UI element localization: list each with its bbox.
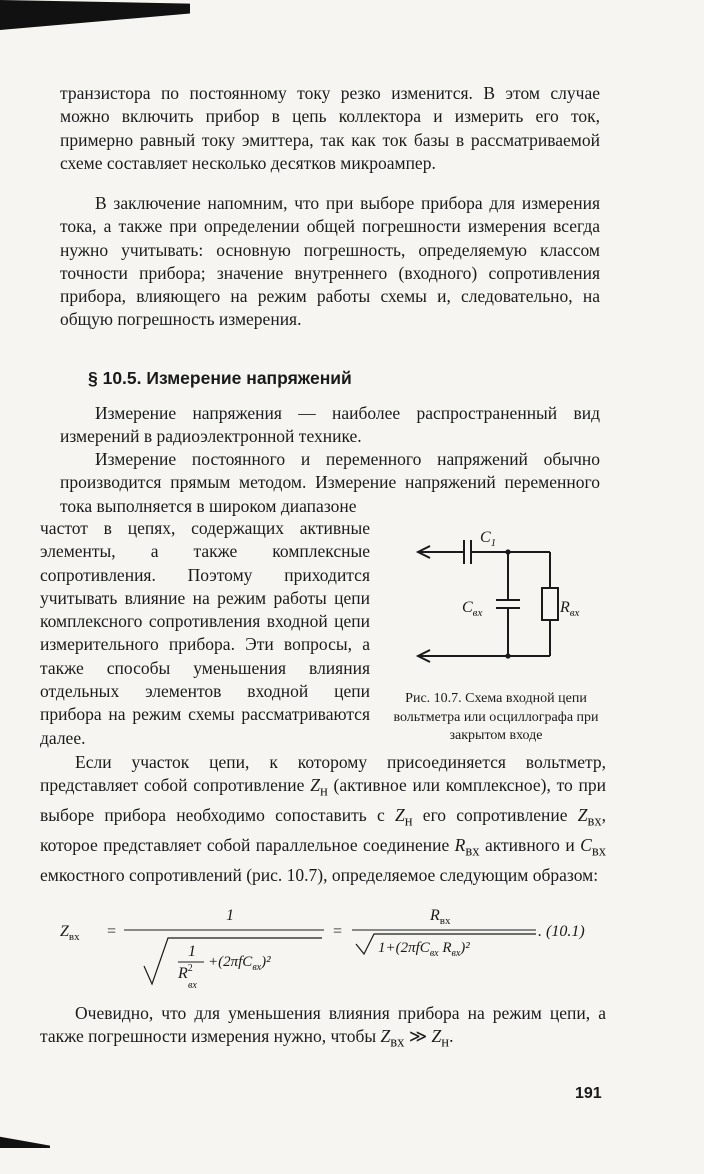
paragraph-conclusion-final (40, 1002, 606, 1055)
page-number: 191 (575, 1085, 602, 1102)
svg-text:=: = (106, 923, 117, 940)
svg-text:. (10.1): . (10.1) (538, 923, 585, 940)
svg-text:Rвх: $R_{вх}$ (430, 907, 451, 927)
junction-top (505, 549, 510, 554)
resistor-rvx (542, 588, 558, 620)
paragraph-text: частот в цепях, содержащих активные элементы, а также комплексные сопротивления. Поэтому приходится учитывать влияние на режим работы цепи комплексного сопротивления входной цепи измерительного прибора. Эти вопросы, а также способы уменьшения влияния отдельных элементов входной цепи прибора на режим схемы рассматриваются далее. (40, 518, 370, 748)
svg-text:1+(2πfCвх Rвх)²: 1+(2πfC$_{вх}$ $R_{вх})^2$ (378, 940, 470, 959)
paragraph-intro (60, 402, 600, 449)
paragraph-text: Очевидно, что для уменьшения влияния прибора на режим цепи, а также погрешности измерения нужно, чтобы $Z_{вх}$ ≫ $Z_н$. (40, 1003, 606, 1051)
junction-bottom (505, 653, 510, 658)
paragraph-methods (60, 448, 600, 518)
svg-text:=: = (332, 923, 343, 940)
svg-text:R2: $R^2$ (178, 963, 193, 982)
paragraph-wrap-figure (40, 517, 370, 750)
svg-text:1: 1 (188, 943, 196, 960)
paragraph-voltmeter (40, 751, 606, 887)
svg-text:Zвх: $Z_{вх}$ (60, 923, 80, 943)
formula-10-1 (60, 906, 620, 990)
svg-text:+(2πfCвх)²: +(2πfC$_{вх}$)² (208, 954, 271, 973)
paragraph-text: В заключение напомним, что при выборе прибора для измерения тока, а также при определении общей погрешности измерения всегда нужно учитывать: основную погрешность, определяемую классом точности прибора; значение внутреннего (входного) сопротивления прибора, влияющего на режим работы схемы и, следовательно, на общую погрешность измерения. (60, 193, 600, 330)
circuit-diagram (400, 520, 600, 670)
label-cvx: $C_{вх}$ (462, 599, 483, 619)
paragraph-text: транзистора по постоянному току резко изменится. В этом случае можно включить прибор в цепь коллектора и измерить его ток, примерно равный току эмиттера, так как ток базы в рассматриваемой схеме составляет несколько десятков микроампер. (60, 83, 600, 173)
label-c1: $C_1$ (480, 529, 497, 549)
scan-edge-top (0, 0, 190, 30)
svg-text:вх: вх (188, 980, 197, 990)
figure-caption: Рис. 10.7. Схема входной цепи вольтметра или осциллографа при закрытом входе (393, 691, 599, 743)
paragraph-text: Если участок цепи, к которому присоединяется вольтметр, представляет собой сопротивление $Z_н$ (активное или комплексное), то при выборе прибора необходимо сопоставить с $Z_н$ его сопротивление $Z_{вх}$, которое представляет собой параллельное соединение $R_{вх}$ активного и $C_{вх}$ емкостного сопротивлений (рис. 10.7), определяемое следующим образом: (40, 752, 607, 885)
scan-edge-bottom (0, 1132, 50, 1148)
section-heading: § 10.5. Измерение напряжений (88, 368, 352, 388)
paragraph-text: Измерение постоянного и переменного напряжений обычно производится прямым методом. Измерение напряжений переменного тока выполняется в широком диапазоне (60, 449, 600, 516)
svg-text:1: 1 (226, 907, 234, 924)
paragraph-text: Измерение напряжения — наиболее распространенный вид измерений в радиоэлектронной технике. (60, 403, 600, 447)
paragraph-continuation (60, 82, 600, 175)
label-rvx: $R_{вх}$ (560, 599, 580, 619)
paragraph-conclusion (60, 192, 600, 332)
